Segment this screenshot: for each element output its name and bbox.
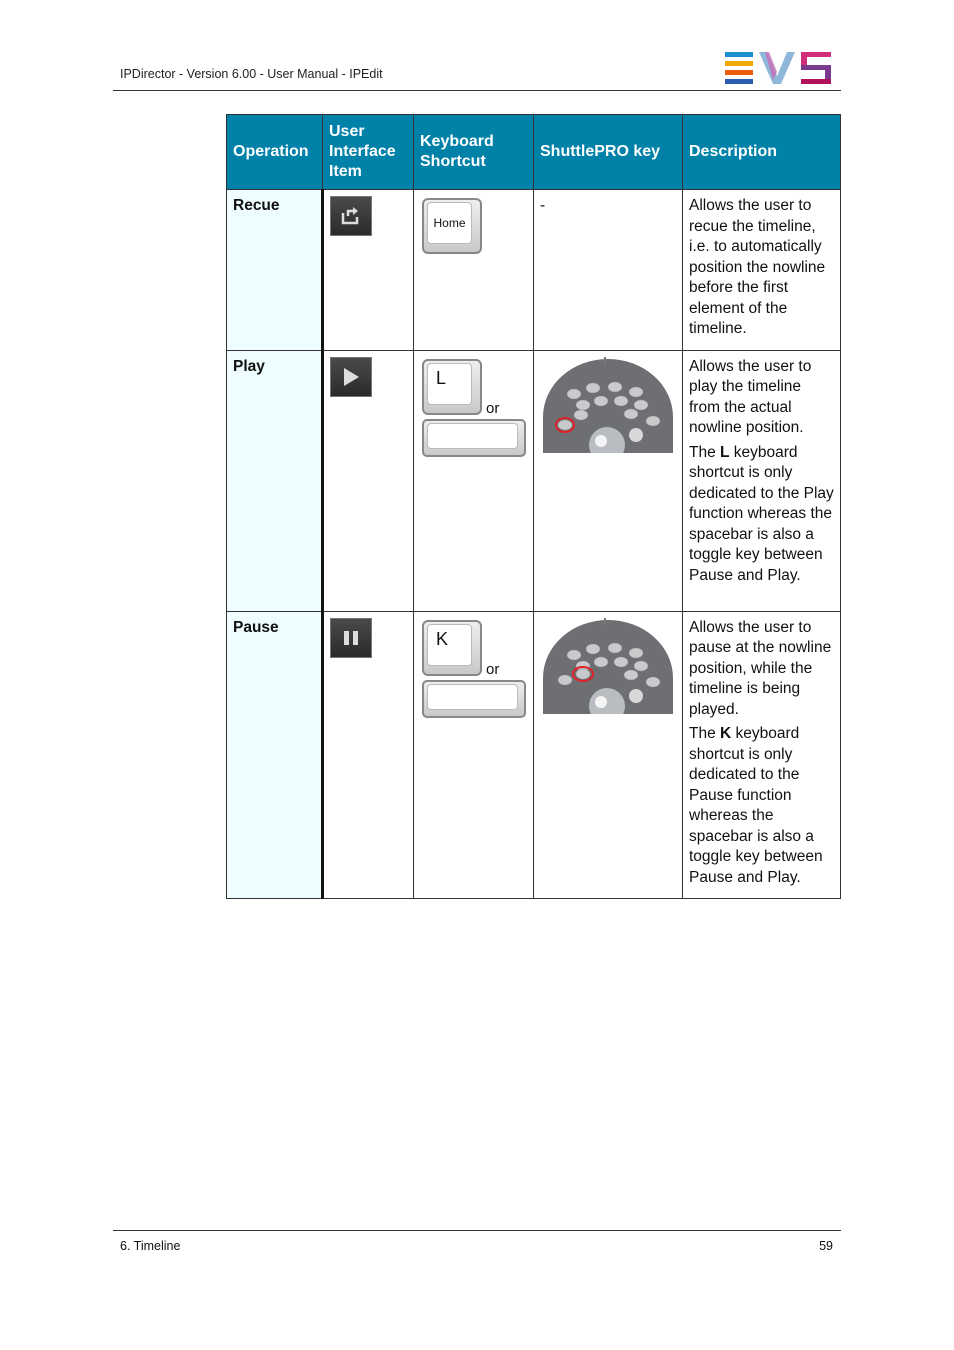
description-text: Allows the user to recue the timeline, i.e. to automatically position the nowline before the first element of the timeline.	[689, 197, 826, 337]
operation-cell: Recue	[227, 190, 323, 351]
k-key: K	[422, 620, 482, 676]
play-icon	[330, 357, 372, 397]
shuttle-cell	[534, 611, 683, 899]
description-cell	[683, 190, 841, 351]
page-header	[113, 52, 841, 91]
or-label: or	[486, 660, 500, 678]
keyboard-cell	[414, 350, 534, 611]
description-cell	[683, 611, 841, 899]
footer-section: 6. Timeline	[120, 1239, 181, 1253]
evs-logo	[725, 52, 833, 84]
page-number: 59	[819, 1239, 833, 1253]
or-label: or	[486, 399, 500, 417]
operation-cell: Play	[227, 350, 323, 611]
ui-item-cell	[323, 611, 414, 899]
table-row	[227, 611, 841, 899]
shuttle-cell: -	[534, 190, 683, 351]
column-header: Operation	[227, 115, 323, 190]
column-header: Keyboard Shortcut	[414, 115, 534, 190]
description-text: Allows the user to play the timeline from the actual nowline position.	[689, 357, 812, 436]
column-header: ShuttlePRO key	[534, 115, 683, 190]
shuttlepro-pause-key	[541, 618, 675, 714]
description-cell	[683, 350, 841, 611]
ui-item-cell	[323, 350, 414, 611]
description-text: Allows the user to pause at the nowline position, while the timeline is being played.	[689, 618, 832, 718]
column-header: User Interface Item	[323, 115, 414, 190]
shortcut-table	[226, 114, 841, 899]
pause-icon	[330, 618, 372, 658]
page-footer	[113, 1230, 841, 1253]
table-row	[227, 350, 841, 611]
description-note: The L keyboard shortcut is only dedicated to the Play function whereas the spacebar is also a toggle key between Pause and Play.	[689, 443, 834, 584]
l-key: L	[422, 359, 482, 415]
shuttle-cell	[534, 350, 683, 611]
table-header-row	[227, 115, 841, 190]
spacebar-key	[422, 680, 526, 718]
spacebar-key	[422, 419, 526, 457]
home-key: Home	[422, 198, 482, 254]
recue-icon	[330, 196, 372, 236]
shuttlepro-play-key	[541, 357, 675, 453]
header-title: IPDirector - Version 6.00 - User Manual - IPEdit	[120, 67, 383, 81]
ui-item-cell	[323, 190, 414, 351]
description-note: The K keyboard shortcut is only dedicated to the Pause function whereas the spacebar is also a toggle key between Pause and Play.	[689, 725, 823, 886]
keyboard-cell	[414, 190, 534, 351]
keyboard-cell	[414, 611, 534, 899]
column-header: Description	[683, 115, 841, 190]
operation-cell: Pause	[227, 611, 323, 899]
table-row	[227, 190, 841, 351]
